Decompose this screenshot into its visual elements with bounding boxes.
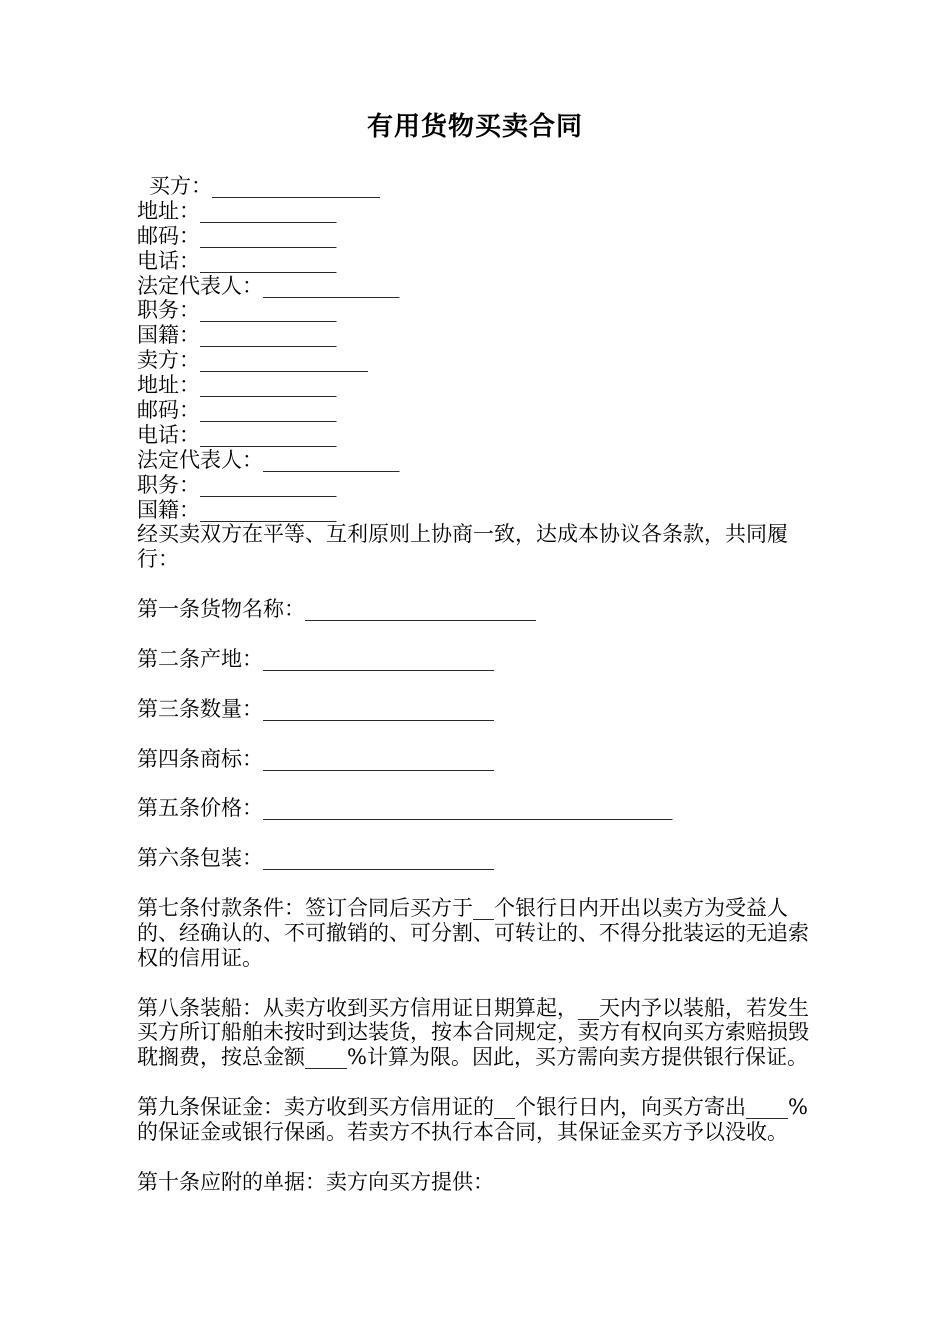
seller-legal-rep: 法定代表人：_____________ (137, 447, 400, 472)
spacer (137, 572, 817, 597)
spacer (137, 821, 817, 846)
article-5: 第五条价格：_______________________________________ (137, 796, 673, 821)
spacer (137, 771, 817, 796)
spacer (137, 672, 817, 697)
article-2: 第二条产地：______________________ (137, 646, 494, 671)
spacer (137, 971, 817, 996)
seller-phone: 电话：_____________ (137, 422, 337, 447)
article-9: 第九条保证金：卖方收到买方信用证的__个银行日内，向买方寄出____%的保证金或银行保函。若卖方不执行本合同，其保证金买方予以没收。 (137, 1095, 808, 1145)
buyer-postcode: 邮码：_____________ (137, 223, 337, 248)
spacer (137, 1145, 817, 1170)
article-8: 第八条装船：从卖方收到买方信用证日期算起，__天内予以装船，若发生买方所订船舶未按时到达装货，按本合同规定，卖方有权向买方索赔损毁耽搁费，按总金额____%计算为限。因此，买方需向卖方提供银行保证。 (137, 995, 809, 1070)
spacer (137, 622, 817, 647)
article-3: 第三条数量：______________________ (137, 696, 494, 721)
article-10: 第十条应附的单据：卖方向买方提供： (137, 1169, 494, 1194)
seller-party: 卖方：________________ (137, 348, 368, 373)
buyer-legal-rep: 法定代表人：_____________ (137, 273, 400, 298)
document-title: 有用货物买卖合同 (366, 112, 583, 142)
buyer-party: 买方：________________ (149, 174, 380, 198)
buyer-position: 职务：_____________ (137, 298, 337, 323)
article-7: 第七条付款条件：签订合同后买方于__个银行日内开出以卖方为受益人的、经确认的、不可撤销的、可分割、可转让的、不得分批装运的无追索权的信用证。 (137, 895, 809, 970)
contract-body (137, 174, 817, 1195)
buyer-phone: 电话：_____________ (137, 248, 337, 273)
spacer (137, 722, 817, 747)
seller-nationality: 国籍：_____________ (137, 497, 337, 522)
preamble: 经买卖双方在平等、互利原则上协商一致，达成本协议各条款，共同履行： (137, 522, 788, 572)
seller-postcode: 邮码：_____________ (137, 398, 337, 423)
seller-address: 地址：_____________ (137, 373, 337, 398)
article-4: 第四条商标：______________________ (137, 746, 494, 771)
article-6: 第六条包装：______________________ (137, 846, 494, 871)
article-1: 第一条货物名称：______________________ (137, 597, 536, 622)
spacer (137, 1070, 817, 1095)
buyer-nationality: 国籍：_____________ (137, 323, 337, 348)
buyer-address: 地址：_____________ (137, 198, 337, 223)
spacer (137, 871, 817, 896)
seller-position: 职务：_____________ (137, 472, 337, 497)
